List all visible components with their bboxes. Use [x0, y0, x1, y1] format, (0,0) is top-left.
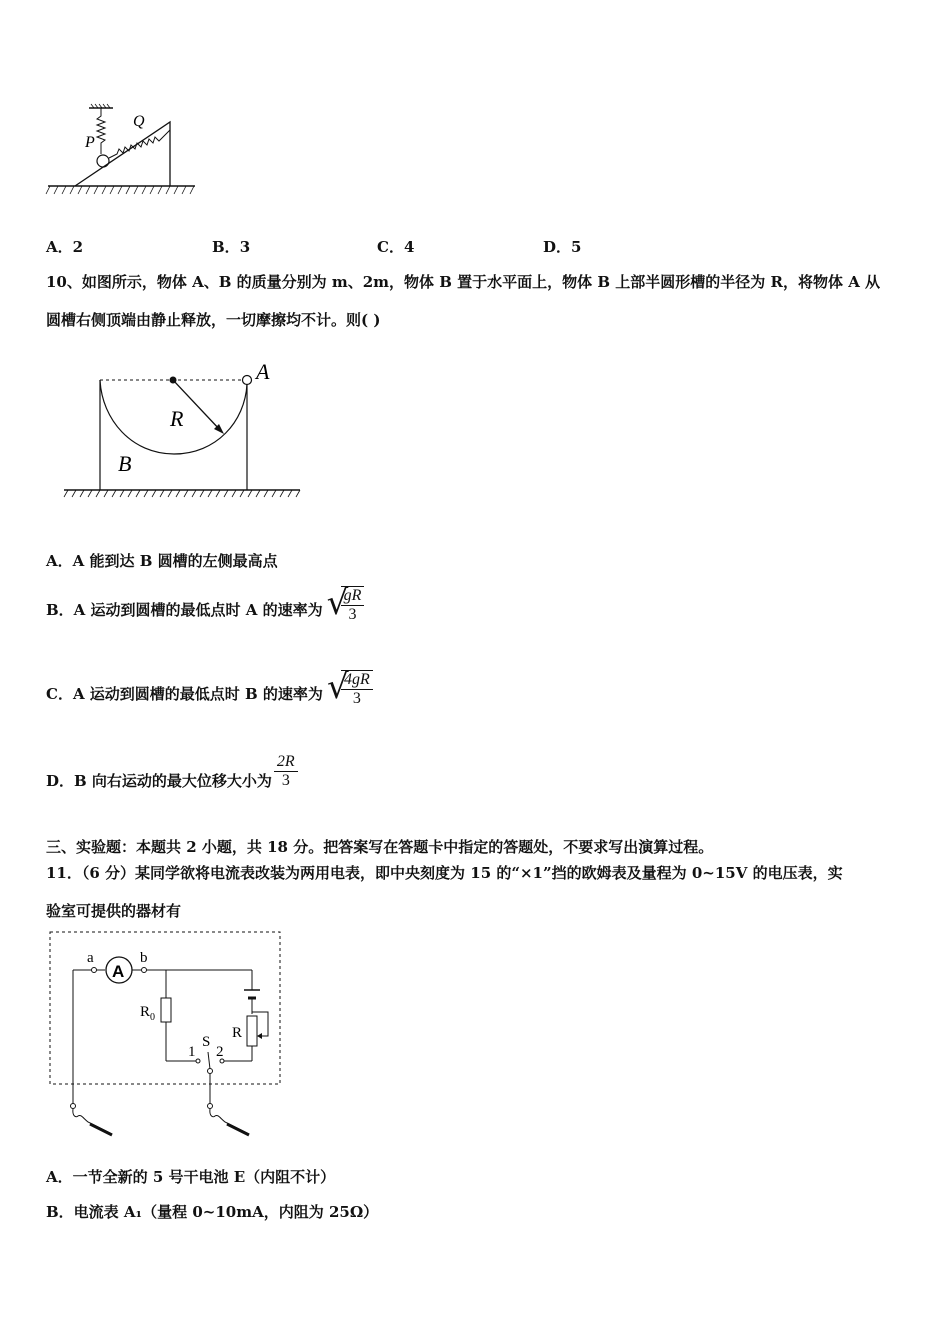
q9-figure — [45, 100, 205, 205]
svg-text:R: R — [232, 1025, 243, 1041]
label-q: Q — [133, 113, 145, 130]
q11-stem-line2: 验室可提供的器材有 — [46, 902, 182, 920]
q11-circuit — [48, 928, 288, 1143]
spring-p — [97, 108, 105, 154]
q10-option-d: D．B 向右运动的最大位移大小为 $\frac{2R}{3}$ — [46, 752, 298, 791]
object-a — [243, 376, 252, 385]
svg-text:1: 1 — [188, 1044, 196, 1060]
q11-stem-line1: 11．（6 分）某同学欲将电流表改装为两用电表，即中央刻度为 15 的“×1”挡的欧姆表及量程为 0~15V 的电压表，实 — [46, 864, 843, 882]
q10-option-a: A．A 能到达 B 圆槽的左侧最高点 — [46, 552, 278, 570]
svg-text:2: 2 — [216, 1044, 224, 1060]
q10-stem-line1: 10、如图所示，物体 A、B 的质量分别为 m、2m，物体 B 置于水平面上，物体 B 上部半圆形槽的半径为 R，将物体 A 从 — [46, 273, 881, 291]
ball — [97, 155, 109, 167]
q11-option-a: A．一节全新的 5 号干电池 E（内阻不计） — [46, 1168, 336, 1186]
q9-option-b: B．3 — [212, 238, 251, 256]
q9-option-d: D．5 — [543, 238, 582, 256]
label-b: B — [118, 451, 132, 476]
label-r: R — [170, 406, 184, 431]
spring-q — [109, 130, 170, 158]
q9-option-c: C．4 — [377, 238, 415, 256]
q10-figure — [62, 360, 307, 500]
q10-option-b: B．A 运动到圆槽的最低点时 A 的速率为 √ $\frac{gR}{3}$ — [46, 586, 364, 624]
section-3-heading: 三、实验题：本题共 2 小题，共 18 分。把答案写在答题卡中指定的答题处，不要求写出演算过程。 — [46, 838, 714, 856]
svg-text:a: a — [87, 950, 94, 966]
label-p: P — [85, 134, 95, 151]
svg-text:b: b — [140, 950, 148, 966]
q9-option-a: A．2 — [46, 238, 84, 256]
svg-text:R0: $R_0$ — [140, 1004, 156, 1023]
svg-text:A: A — [112, 962, 125, 981]
q10-option-c: C．A 运动到圆槽的最低点时 B 的速率为 √ $\frac{4gR}{3}$ — [46, 670, 373, 708]
q11-option-b: B．电流表 A₁（量程 0~10mA，内阻为 25Ω） — [46, 1203, 379, 1221]
svg-text:S: S — [202, 1034, 211, 1050]
label-a: A — [256, 359, 270, 384]
q10-stem-line2: 圆槽右侧顶端由静止释放，一切摩擦均不计。则( ) — [46, 311, 381, 329]
